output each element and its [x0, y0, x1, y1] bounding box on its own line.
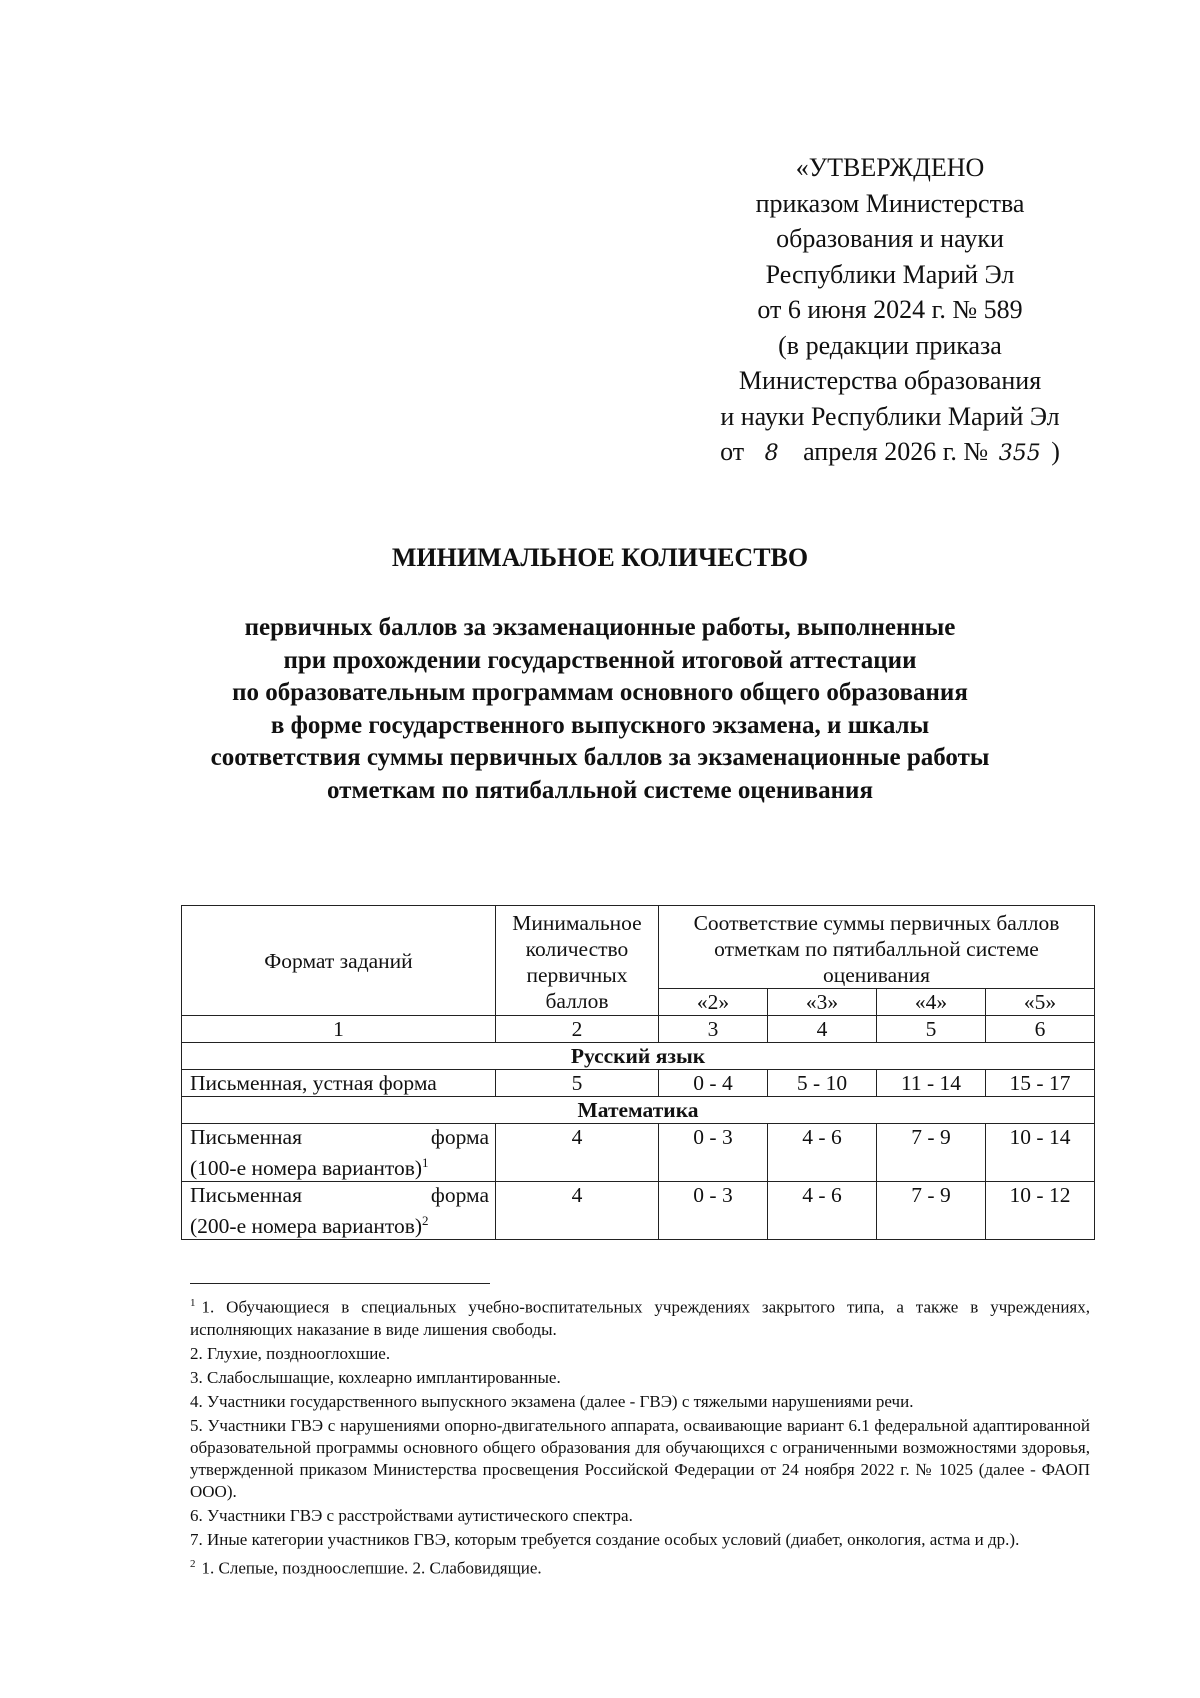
- footnote-item: 6. Участники ГВЭ с расстройствами аутистического спектра.: [190, 1505, 633, 1525]
- format-left: Письменная: [190, 1183, 302, 1208]
- format-left: Письменная: [190, 1125, 302, 1149]
- footnote-item: [190, 1553, 1090, 1580]
- column-number: 3: [659, 1016, 768, 1043]
- grade-4-cell: 7 - 9: [877, 1182, 986, 1240]
- approval-line: (в редакции приказа: [778, 330, 1002, 360]
- format-line2: (100-е номера вариантов): [190, 1156, 423, 1181]
- document-title: МИНИМАЛЬНОЕ КОЛИЧЕСТВО: [391, 543, 809, 572]
- approval-date-middle: апреля 2026 г. №: [803, 437, 989, 466]
- format-cell: [182, 1182, 496, 1240]
- footnotes: [190, 1292, 1090, 1581]
- grade-4-cell: 7 - 9: [877, 1124, 986, 1182]
- footnote-mark: 2: [190, 1557, 196, 1570]
- subtitle-line: первичных баллов за экзаменационные работы, выполненные: [244, 614, 956, 641]
- grade-5-cell: 10 - 12: [986, 1182, 1095, 1240]
- format-right: форма: [430, 1183, 489, 1208]
- approval-date-prefix: от: [720, 437, 745, 466]
- footnote-item: 4. Участники государственного выпускного экзамена (далее - ГВЭ) с тяжелыми нарушениями речи.: [190, 1391, 914, 1411]
- grade-2-cell: 0 - 4: [659, 1070, 768, 1097]
- scores-table: [181, 905, 1095, 1240]
- section-row-math: [182, 1097, 1095, 1124]
- column-number-row: [182, 1016, 1095, 1043]
- subtitle-line: по образовательным программам основного общего образования: [232, 679, 968, 706]
- grade-5-header: «5»: [986, 989, 1095, 1016]
- approval-last-line: [690, 434, 1090, 472]
- subtitle-line: отметкам по пятибалльной системе оценивания: [327, 776, 873, 804]
- grade-2-cell: 0 - 3: [659, 1124, 768, 1182]
- approval-line: Республики Марий Эл: [765, 259, 1015, 289]
- header-format: Формат заданий: [182, 906, 496, 1016]
- approval-line: приказом Министерства: [755, 188, 1025, 218]
- grade-3-cell: 4 - 6: [768, 1124, 877, 1182]
- grade-3-cell: 4 - 6: [768, 1182, 877, 1240]
- column-number: 4: [768, 1016, 877, 1043]
- grade-2-header: «2»: [659, 989, 768, 1016]
- format-line2: (200-е номера вариантов): [190, 1214, 423, 1239]
- approval-line: от 6 июня 2024 г. № 589: [757, 295, 1023, 324]
- document-subtitle: [100, 612, 1100, 807]
- section-title: Русский язык: [182, 1043, 1095, 1070]
- footnote-item: 2. Глухие, позднооглохшие.: [190, 1343, 391, 1363]
- approval-date-suffix: ): [1051, 437, 1060, 466]
- table-row: [182, 1070, 1095, 1097]
- subtitle-line: при прохождении государственной итоговой аттестации: [283, 646, 917, 674]
- grade-5-cell: 10 - 14: [986, 1124, 1095, 1182]
- table-header-row: [182, 906, 1095, 989]
- min-score-cell: 4: [496, 1124, 659, 1182]
- approval-line: «УТВЕРЖДЕНО: [795, 153, 985, 182]
- header-minimum: Минимальное количество первичных баллов: [496, 906, 659, 1016]
- subtitle-line: в форме государственного выпускного экзамена, и шкалы: [270, 711, 930, 739]
- section-row-russian: [182, 1043, 1095, 1070]
- footnote-item: 5. Участники ГВЭ с нарушениями опорно-двигательного аппарата, осваивающие вариант 6.1 федеральной адаптированной образовательной программы основного общего образования для обучающихся с ограниченными возможностями здоровья, утвержденной приказом Министерства просвещения Российской Федерации от 24 ноября 2022 г. № 1025 (далее - ФАОП ООО).: [190, 1415, 1090, 1501]
- header-correspondence: Соответствие суммы первичных баллов отметкам по пятибалльной системе оценивания: [659, 906, 1095, 989]
- column-number: 2: [496, 1016, 659, 1043]
- footnote-item: 3. Слабослышащие, кохлеарно имплантированные.: [190, 1367, 561, 1387]
- table-row: [182, 1124, 1095, 1182]
- min-score-cell: 5: [496, 1070, 659, 1097]
- approval-line: и науки Республики Марий Эл: [720, 401, 1060, 431]
- handwritten-day: 8: [764, 441, 779, 466]
- approval-line: Министерства образования: [738, 366, 1042, 395]
- footnote-item: [190, 1292, 1090, 1341]
- grade-3-cell: 5 - 10: [768, 1070, 877, 1097]
- column-number: 1: [182, 1016, 496, 1043]
- table-row: [182, 1182, 1095, 1240]
- footnote-divider: [190, 1283, 490, 1284]
- column-number: 5: [877, 1016, 986, 1043]
- format-cell: Письменная, устная форма: [182, 1070, 496, 1097]
- min-score-cell: 4: [496, 1182, 659, 1240]
- grade-4-cell: 11 - 14: [877, 1070, 986, 1097]
- handwritten-order-number: 355: [998, 441, 1041, 466]
- section-title: Математика: [182, 1097, 1095, 1124]
- approval-line: образования и науки: [776, 224, 1004, 253]
- footnote-text: 1. Слепые, поздноослепшие. 2. Слабовидящие.: [201, 1558, 542, 1578]
- format-right: форма: [430, 1125, 489, 1149]
- subtitle-line: соответствия суммы первичных баллов за экзаменационные работы: [210, 744, 990, 771]
- footnote-ref: 1: [422, 1155, 429, 1170]
- footnote-ref: 2: [422, 1213, 429, 1229]
- column-number: 6: [986, 1016, 1095, 1043]
- footnote-mark: 1: [190, 1297, 196, 1309]
- grade-2-cell: 0 - 3: [659, 1182, 768, 1240]
- grade-5-cell: 15 - 17: [986, 1070, 1095, 1097]
- grade-4-header: «4»: [877, 989, 986, 1016]
- footnote-item: 7. Иные категории участников ГВЭ, которым требуется создание особых условий (диабет, онкология, астма и др.).: [190, 1529, 1020, 1549]
- approval-stamp-block: [690, 150, 1090, 472]
- format-cell: [182, 1124, 496, 1182]
- footnote-text: 1. Обучающиеся в специальных учебно-воспитательных учреждениях закрытого типа, а также в учреждениях, исполняющих наказание в виде лишения свободы.: [190, 1297, 1090, 1339]
- grade-3-header: «3»: [768, 989, 877, 1016]
